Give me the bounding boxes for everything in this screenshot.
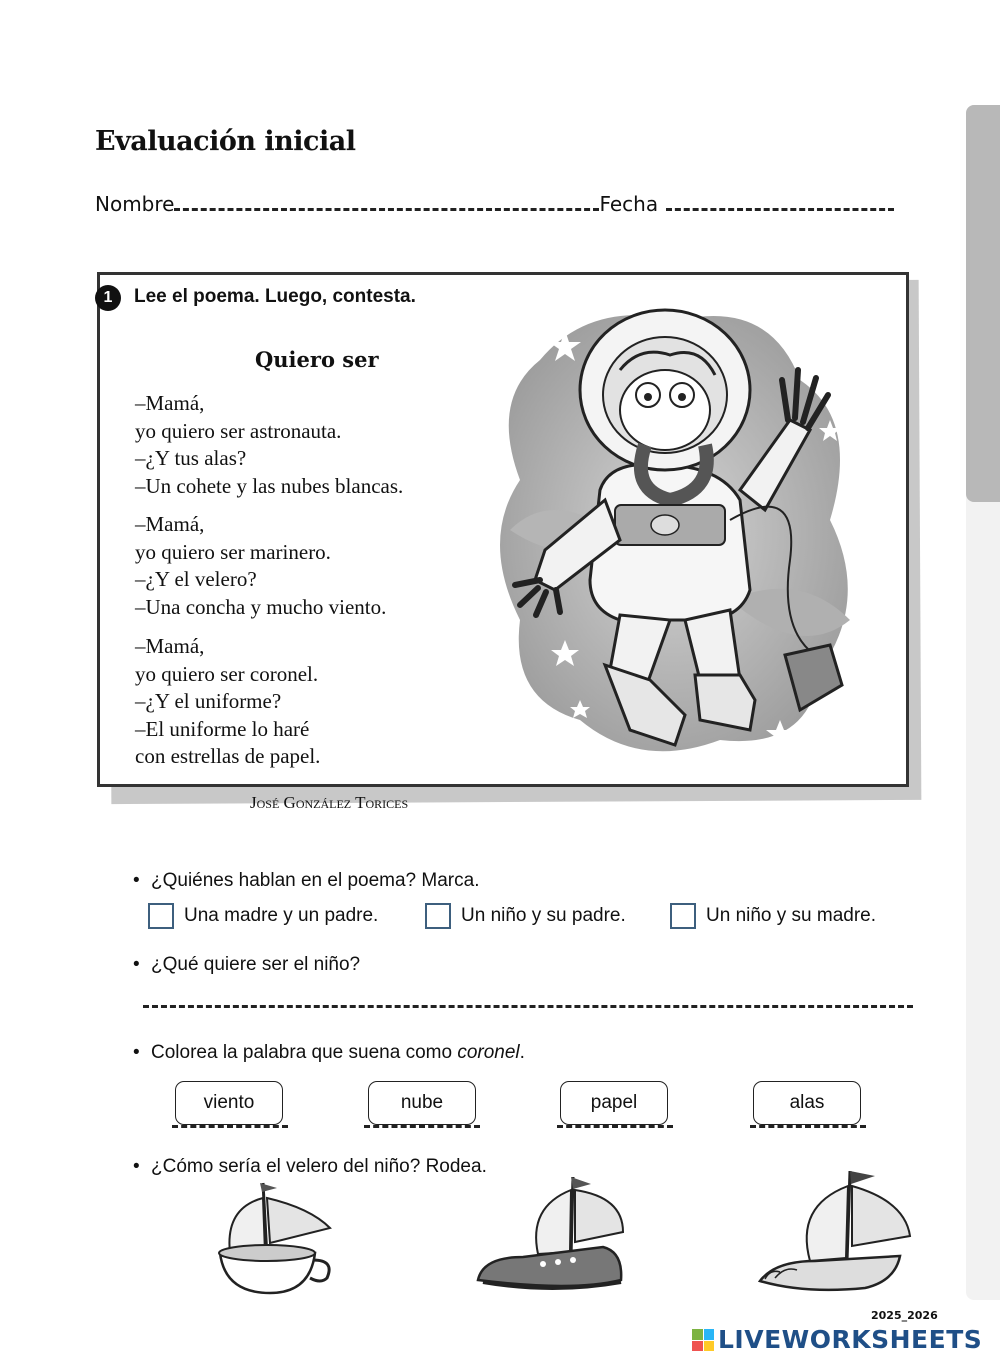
poem-line: –Una concha y mucho viento. [135, 594, 387, 619]
poem-stanza-3 [135, 633, 320, 771]
exercise-instruction: Lee el poema. Luego, contesta. [134, 286, 416, 307]
poem-line: –¿Y el velero? [135, 567, 257, 591]
name-date-row [95, 192, 894, 216]
option-label: Una madre y un padre. [184, 905, 379, 926]
question-3 [133, 1042, 525, 1064]
bullet: • [133, 954, 140, 975]
poem-stanza-2 [135, 511, 386, 621]
page-title: Evaluación inicial [95, 126, 356, 157]
option-label: Un niño y su padre. [461, 905, 626, 926]
scrollbar-thumb[interactable] [966, 105, 1000, 502]
poem-line: yo quiero ser astronauta. [135, 418, 342, 443]
question-1-text: ¿Quiénes hablan en el poema? Marca. [151, 870, 480, 891]
school-year: 2025_2026 [871, 1309, 938, 1322]
shoe-boat-image[interactable] [473, 1172, 638, 1298]
question-2-text: ¿Qué quiere ser el niño? [151, 954, 361, 975]
name-input-line[interactable] [174, 192, 599, 211]
poem-line: –¿Y el uniforme? [135, 689, 282, 713]
poem-line: –¿Y tus alas? [135, 446, 247, 470]
bullet: • [133, 870, 140, 891]
poem-line: –Un cohete y las nubes blancas. [135, 473, 404, 498]
poem-line: –Mamá, [135, 634, 205, 658]
poem-author: José González Torices [250, 793, 409, 812]
question-3-period: . [519, 1042, 525, 1063]
question-4-text: ¿Cómo sería el velero del niño? Rodea. [151, 1156, 487, 1177]
poem-line: –Mamá, [135, 512, 205, 536]
word-answer-line[interactable] [172, 1125, 288, 1128]
seashell-boat-image[interactable] [755, 1166, 915, 1298]
option-3[interactable] [670, 903, 876, 929]
checkbox[interactable] [148, 903, 174, 929]
answer-input-line[interactable] [143, 1005, 913, 1008]
checkbox[interactable] [670, 903, 696, 929]
question-2 [133, 954, 360, 976]
astronaut-illustration [470, 300, 890, 770]
name-label: Nombre [95, 192, 175, 216]
word-answer-line[interactable] [557, 1125, 673, 1128]
poem-title: Quiero ser [255, 347, 379, 372]
poem-line: con estrellas de papel. [135, 744, 321, 768]
option-1[interactable] [148, 903, 378, 929]
question-3-text: Colorea la palabra que suena como [151, 1042, 458, 1063]
question-3-emphasis: coronel [457, 1042, 520, 1063]
word-box-alas[interactable]: alas [753, 1081, 861, 1125]
question-1 [133, 870, 479, 892]
poem-line: –Mamá, [135, 391, 205, 415]
teacup-boat-image[interactable] [215, 1178, 340, 1300]
bullet: • [133, 1156, 140, 1177]
date-label: Fecha [599, 192, 659, 216]
poem-line: yo quiero ser coronel. [135, 661, 319, 686]
exercise-number: 1 [95, 285, 121, 311]
option-2[interactable] [425, 903, 626, 929]
date-input-line[interactable] [666, 192, 894, 211]
poem-line: yo quiero ser marinero. [135, 539, 331, 564]
brand-name[interactable]: LIVEWORKSHEETS [718, 1325, 983, 1354]
question-4 [133, 1156, 487, 1178]
liveworksheets-logo-icon [692, 1329, 714, 1351]
option-label: Un niño y su madre. [706, 905, 877, 926]
word-answer-line[interactable] [750, 1125, 866, 1128]
word-box-nube[interactable]: nube [368, 1081, 476, 1125]
word-box-papel[interactable]: papel [560, 1081, 668, 1125]
poem-line: –El uniforme lo haré [135, 716, 310, 741]
checkbox[interactable] [425, 903, 451, 929]
word-box-viento[interactable]: viento [175, 1081, 283, 1125]
bullet: • [133, 1042, 140, 1063]
word-answer-line[interactable] [364, 1125, 480, 1128]
poem-stanza-1 [135, 390, 403, 500]
